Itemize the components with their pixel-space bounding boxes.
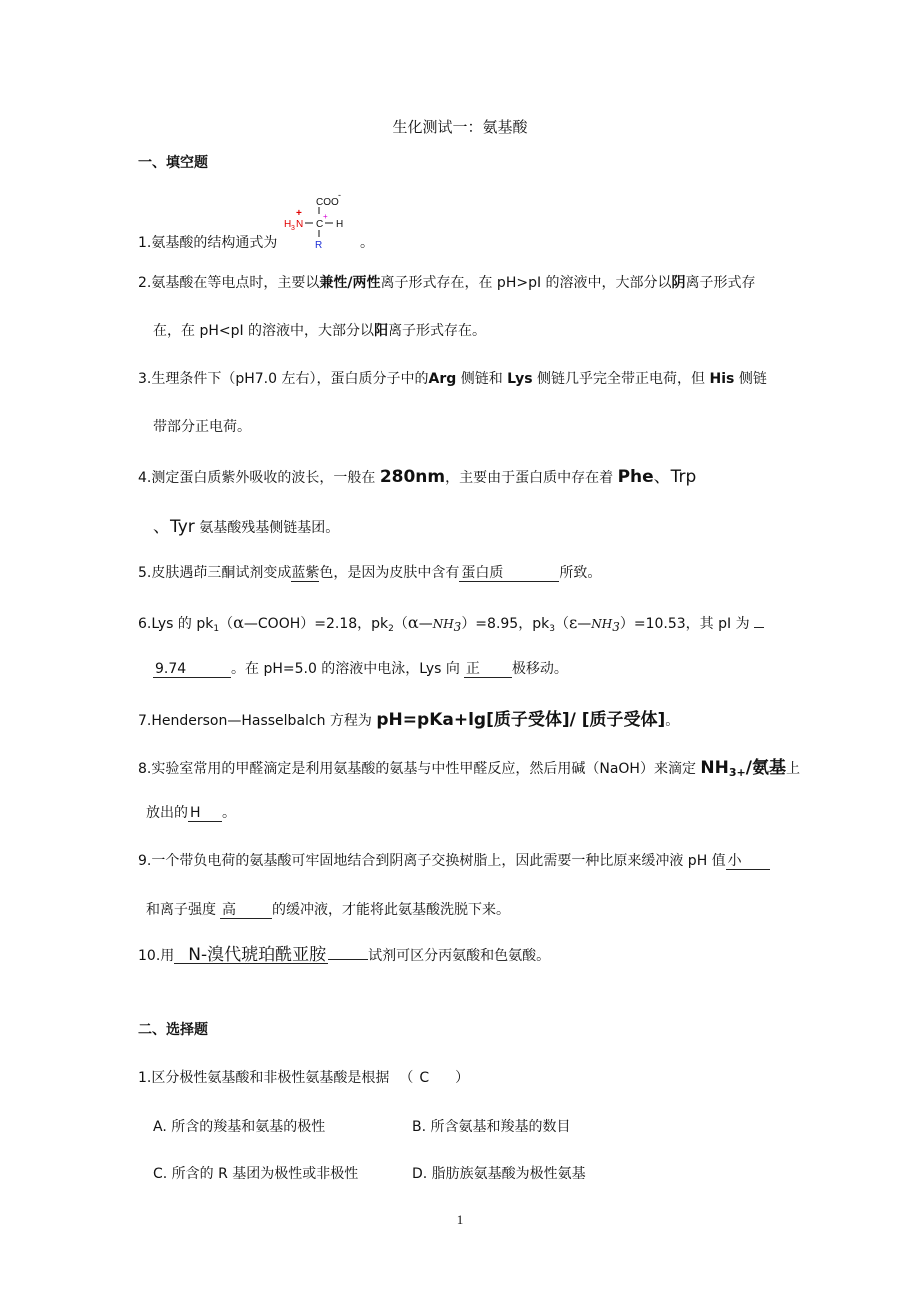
formula-c-plus: + — [323, 212, 328, 221]
formula-coo-minus: - — [338, 190, 341, 200]
q6-nh-sub-1: 3 — [453, 620, 462, 634]
formula-plus: + — [296, 208, 302, 219]
question-3-line-2: 带部分正电荷。 — [153, 419, 251, 435]
q7-text-2: 。 — [665, 713, 680, 729]
q6-text-6: （ — [554, 616, 569, 632]
q8-blank: H — [188, 805, 222, 822]
q10-blank-tail — [328, 959, 368, 960]
q6-text-8: 。在 pH=5.0 的溶液中电泳，Lys 向 — [231, 661, 460, 677]
section-heading-fill-in: 一、填空题 — [138, 155, 208, 171]
mc-question-1 — [138, 1067, 469, 1087]
q3-text-1: 3.生理条件下（pH7.0 左右），蛋白质分子中的 — [138, 371, 429, 387]
mc1-option-a: A. 所含的羧基和氨基的极性 — [153, 1119, 326, 1135]
q10-text-1: 10.用 — [138, 948, 175, 964]
q6-text-3: —COOH）=2.18，pk — [243, 616, 389, 632]
question-4-line-2 — [153, 512, 339, 537]
q6-text-5: ）=8.95，pk — [461, 616, 550, 632]
q3-answer-3: His — [709, 371, 735, 387]
q1-end: 。 — [360, 235, 374, 251]
question-9-line-1 — [138, 850, 770, 870]
q8-text-4: 。 — [222, 805, 236, 821]
q7-text-1: 7.Henderson—Hasselbalch 方程为 — [138, 713, 377, 729]
q3-text-3: 侧链几乎完全带正电荷，但 — [532, 371, 710, 387]
q7-answer: pH=pKa+lg[质子受体]/ [质子受体] — [376, 710, 666, 730]
q2-text-3: 离子形式存 — [685, 275, 756, 291]
q5-text-2: 色，是因为皮肤中含有 — [319, 565, 460, 581]
q4-text-3: 氨基酸残基侧链基团。 — [194, 520, 340, 536]
formula-h-right: H — [336, 219, 344, 230]
page-title: 生化测试一：氨基酸 — [392, 118, 528, 136]
mc1-answer: C — [419, 1070, 430, 1086]
q6-alpha-2: α — [407, 613, 419, 632]
question-3-line-1 — [138, 368, 767, 388]
q10-blank: N-溴代琥珀酰亚胺 — [174, 947, 328, 964]
question-2-line-1 — [138, 272, 756, 292]
formula-h: H — [284, 219, 292, 230]
mc1-option-d: D. 脂肪族氨基酸为极性氨基 — [412, 1166, 586, 1182]
q2-text-5: 离子形式存在。 — [388, 323, 487, 339]
question-1 — [138, 232, 277, 252]
q2-answer-2: 阴 — [671, 275, 686, 291]
question-5 — [138, 562, 601, 582]
q9-text-1: 9.一个带负电荷的氨基酸可牢固地结合到阴离子交换树脂上，因此需要一种比原来缓冲液 pH 值 — [138, 853, 726, 869]
question-6-line-2 — [153, 658, 568, 678]
page-number: 1 — [456, 1212, 464, 1227]
mc1-paren-close: ） — [455, 1070, 470, 1086]
formula-c: C — [316, 219, 324, 230]
q6-text-1: 6.Lys 的 pk — [138, 616, 214, 632]
mc1-option-b: B. 所含氨基和羧基的数目 — [412, 1119, 571, 1135]
question-7 — [138, 705, 679, 730]
q4-answer-1: 280nm — [379, 467, 446, 487]
q6-nh-sub-2: 3 — [612, 620, 620, 634]
q3-text-2: 侧链和 — [456, 371, 508, 387]
question-9-line-2 — [146, 899, 510, 919]
q2-text-4: 在，在 pH<pI 的溶液中，大部分以 — [153, 323, 375, 339]
formula-coo: COO — [316, 197, 339, 208]
q8-text-2: 上 — [785, 761, 800, 777]
q3-answer-1: Arg — [428, 371, 457, 387]
q2-answer-3: 阳 — [374, 323, 389, 339]
q3-answer-2: Lys — [507, 371, 533, 387]
q2-text-2: 离子形式存在，在 pH>pI 的溶液中，大部分以 — [380, 275, 672, 291]
q2-answer-1: 兼性/两性 — [319, 275, 381, 291]
q6-sub-2: 2 — [388, 624, 394, 634]
question-8-line-1 — [138, 753, 800, 779]
q6-nh-2: NH — [591, 617, 613, 631]
q8-text-3: 放出的 — [146, 805, 188, 821]
q9-blank-1: 小 — [726, 853, 770, 870]
q4-answer-4: 、Tyr — [153, 517, 195, 537]
q6-blank-start — [754, 627, 764, 628]
q8-answer-amino: /氨基 — [745, 758, 786, 778]
q5-text-1: 5.皮肤遇茚三酮试剂变成 — [138, 565, 292, 581]
question-4-line-1 — [138, 462, 696, 487]
q6-blank-2: 正 — [464, 661, 512, 678]
q6-text-2: （ — [219, 616, 234, 632]
q6-text-9: 极移动。 — [511, 661, 568, 677]
q6-nh-1: NH — [432, 617, 454, 631]
section-heading-multiple-choice: 二、选择题 — [138, 1022, 208, 1038]
formula-3: 3 — [291, 225, 295, 232]
q4-text-1: 4.测定蛋白质紫外吸收的波长，一般在 — [138, 470, 380, 486]
q9-text-2: 和离子强度 — [146, 902, 216, 918]
q2-text-1: 2.氨基酸在等电点时，主要以 — [138, 275, 320, 291]
q4-answer-3: 、Trp — [653, 467, 697, 487]
q6-blank-1: 9.74 — [153, 661, 231, 678]
q6-epsilon: ε — [568, 613, 578, 632]
mc1-paren-open: （ — [399, 1070, 414, 1086]
question-8-line-2 — [146, 802, 236, 822]
mc1-stem: 1.区分极性氨基酸和非极性氨基酸是根据 — [138, 1070, 390, 1086]
question-2-line-2 — [153, 320, 486, 340]
q5-text-3: 所致。 — [559, 565, 602, 581]
mc1-option-c: C. 所含的 R 基团为极性或非极性 — [153, 1166, 359, 1182]
q8-answer-nh: NH — [700, 758, 729, 778]
q6-text-4: （ — [393, 616, 408, 632]
q9-text-3: 的缓冲液，才能将此氨基酸洗脱下来。 — [272, 902, 510, 918]
q5-answer-1: 蓝紫 — [291, 565, 320, 581]
formula-r: R — [315, 240, 323, 250]
q5-blank: 蛋白质 — [459, 565, 559, 582]
formula-n: N — [296, 219, 304, 230]
q6-text-7: ）=10.53，其 pI 为 — [619, 616, 750, 632]
q8-answer-sub: 3+ — [728, 766, 746, 779]
q6-sub-1: 1 — [213, 624, 220, 634]
q10-text-2: 试剂可区分丙氨酸和色氨酸。 — [368, 948, 551, 964]
q1-text: 1.氨基酸的结构通式为 — [138, 235, 278, 251]
amino-acid-formula — [280, 186, 360, 250]
q8-text-1: 8.实验室常用的甲醛滴定是利用氨基酸的氨基与中性甲醛反应，然后用碱（NaOH）来滴定 — [138, 761, 701, 777]
question-10 — [138, 945, 550, 965]
q6-alpha-1: α — [233, 613, 244, 632]
q9-blank-2: 高 — [220, 902, 272, 919]
q3-text-4: 侧链 — [734, 371, 767, 387]
q4-answer-2: Phe — [617, 467, 654, 487]
q6-sub-3: 3 — [549, 624, 555, 634]
question-6-line-1: 6.Lys 的 $pk_1(\alpha—COOH)=2.18$，$pk_2(\alpha—NH3)=8.95$，$pk_3(\varepsilon—NH3)=10.53$，其 pI 为 — [138, 613, 764, 634]
q4-text-2: ，主要由于蛋白质中存在着 — [445, 470, 618, 486]
